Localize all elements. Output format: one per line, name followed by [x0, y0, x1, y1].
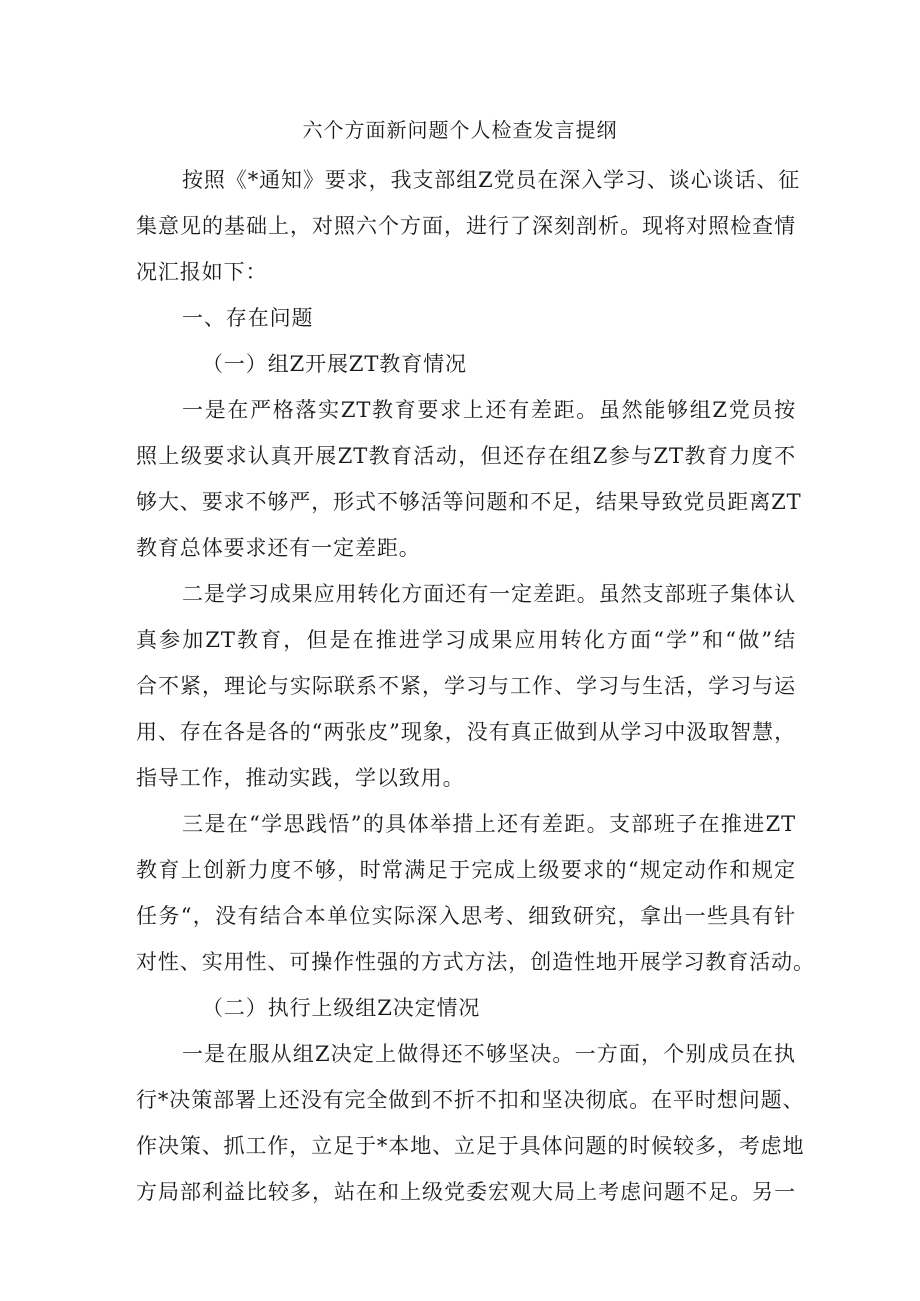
text-line: 教育总体要求还有一定差距。 — [136, 536, 421, 560]
text-line: 集意见的基础上，对照六个方面，进行了深刻剖析。现将对照检查情 — [136, 214, 796, 238]
subsection-heading: （二）执行上级组Z决定情况 — [202, 996, 481, 1020]
text-line: 方局部利益比较多，站在和上级党委宏观大局上考虑问题不足。另一 — [136, 1180, 796, 1204]
text-line: 照上级要求认真开展ZT教育活动，但还存在组Z参与ZT教育力度不 — [136, 444, 796, 468]
text-line: 三是在“学思践悟”的具体举措上还有差距。支部班子在推进ZT — [182, 812, 796, 836]
section-heading: 一、存在问题 — [182, 306, 314, 330]
text-line: 况汇报如下： — [136, 260, 268, 284]
text-line: 一是在服从组Z决定上做得还不够坚决。一方面，个别成员在执 — [182, 1042, 796, 1066]
text-line: 教育上创新力度不够，时常满足于完成上级要求的“规定动作和规定 — [136, 858, 796, 882]
text-line: 二是学习成果应用转化方面还有一定差距。虽然支部班子集体认 — [182, 582, 796, 606]
text-line: 真参加ZT教育，但是在推进学习成果应用转化方面“学”和“做”结 — [136, 628, 796, 652]
text-line: 合不紧，理论与实际联系不紧，学习与工作、学习与生活，学习与运 — [136, 674, 796, 698]
text-line: 对性、实用性、可操作性强的方式方法，创造性地开展学习教育活动。 — [136, 950, 815, 974]
text-line: 用、存在各是各的“两张皮”现象，没有真正做到从学习中汲取智慧， — [136, 720, 796, 744]
text-line: 一是在严格落实ZT教育要求上还有差距。虽然能够组Z党员按 — [182, 398, 796, 422]
subsection-heading: （一）组Z开展ZT教育情况 — [202, 352, 467, 376]
text-line: 指导工作，推动实践，学以致用。 — [136, 766, 465, 790]
text-line: 够大、要求不够严，形式不够活等问题和不足，结果导致党员距离ZT — [136, 490, 802, 514]
text-line: 行*决策部署上还没有完全做到不折不扣和坚决彻底。在平时想问题、 — [136, 1088, 805, 1112]
text-line: 按照《*通知》要求，我支部组Z党员在深入学习、谈心谈话、征 — [182, 168, 801, 192]
text-line: 作决策、抓工作，立足于*本地、立足于具体问题的时候较多，考虑地 — [136, 1134, 805, 1158]
document-title: 六个方面新问题个人检查发言提纲 — [302, 118, 618, 142]
text-line: 任务“，没有结合本单位实际深入思考、细致研究，拿出一些具有针 — [136, 904, 796, 928]
